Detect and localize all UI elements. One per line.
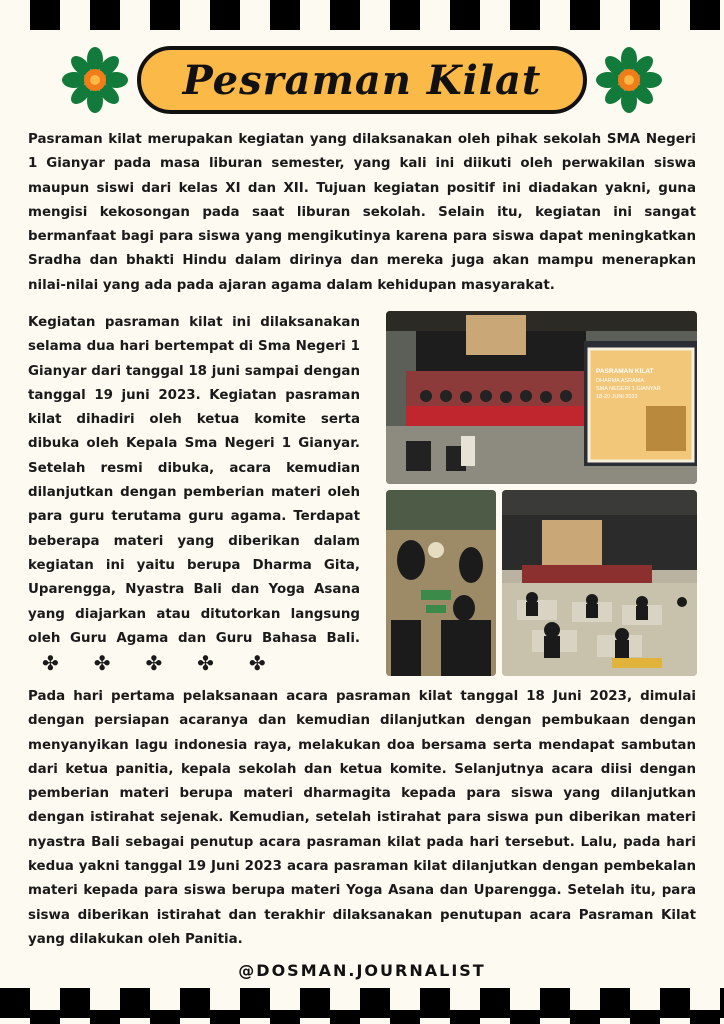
checker-cell xyxy=(720,1010,724,1024)
checker-cell xyxy=(0,1010,30,1024)
checker-cell xyxy=(480,1010,510,1024)
top-checker-border xyxy=(0,0,724,30)
checker-cell xyxy=(570,1010,600,1024)
checker-cell xyxy=(480,0,510,30)
checker-cell xyxy=(540,1010,570,1024)
page-title: Pesraman Kilat xyxy=(182,56,542,104)
banner-line3: SMA NEGERI 1 GIANYAR xyxy=(596,386,661,392)
checker-cell xyxy=(180,1010,210,1024)
checker-cell xyxy=(600,0,630,30)
checker-cell xyxy=(240,1010,270,1024)
checker-cell xyxy=(510,0,540,30)
checker-cell xyxy=(60,1010,90,1024)
checker-cell xyxy=(120,0,150,30)
checker-cell xyxy=(360,0,390,30)
bottom-checker-border-2 xyxy=(0,1010,724,1024)
closing-paragraph: Pada hari pertama pelaksanaan acara pasraman kilat tanggal 18 Juni 2023, dimulai dengan persiapan acaranya dan kemudian dilanjutkan dengan pembukaan dengan menyanyikan lagu indonesia raya, melakukan doa bersama serta mendapat sambutan dari ketua panitia, kepala sekolah dan ketua komite. Selanjutnya acara diisi dengan pemberian materi berupa materi dharmagita kepada para siswa yang dilanjutkan dengan istirahat sejenak. Kemudian, setelah istirahat para siswa pun diberikan materi nyastra Bali sebagai penutup acara pasraman kilat pada hari tersebut. Lalu, pada hari kedua yakni tanggal 19 Juni 2023 acara pasraman kilat dilanjutkan dengan pembekalan materi kepada para siswa berupa materi Yoga Asana dan Uparengga. Setelah itu, para siswa diberikan istirahat dan terakhir dilaksanakan penutupan acara Pasraman Kilat yang dilakukan oleh Panitia. xyxy=(28,689,696,947)
checker-cell xyxy=(150,1010,180,1024)
middle-paragraph xyxy=(28,311,360,677)
checker-cell xyxy=(180,0,210,30)
checker-cell xyxy=(120,1010,150,1024)
checker-cell xyxy=(420,1010,450,1024)
checker-cell xyxy=(210,1010,240,1024)
checker-cell xyxy=(210,0,240,30)
checker-cell xyxy=(90,0,120,30)
checker-cell xyxy=(660,1010,690,1024)
checker-cell xyxy=(30,0,60,30)
checker-cell xyxy=(360,1010,390,1024)
checker-cell xyxy=(390,0,420,30)
club-ornament-icon: ✤ ✤ ✤ ✤ ✤ xyxy=(42,651,280,676)
checker-cell xyxy=(690,0,720,30)
checker-cell xyxy=(420,0,450,30)
middle-text: Kegiatan pasraman kilat ini dilaksanakan selama dua hari bertempat di Sma Negeri 1 Gianyar dari tanggal 18 juni sampai dengan tanggal 19 juni 2023. Kegiatan pasraman kilat dihadiri oleh ketua komite serta dibuka oleh Kepala Sma Negeri 1 Gianyar. Setelah resmi dibuka, acara kemudian dilanjutkan dengan pemberian materi oleh para guru terutama guru agama. Terdapat beberapa materi yang diberikan dalam kegiatan ini yaitu berupa Dharma Gita, Uparengga, Nyastra Bali dan Yoga Asana yang diajarkan atau ditutorkan langsung oleh Guru Agama dan Guru Bahasa Bali. xyxy=(28,315,360,646)
checker-cell xyxy=(630,1010,660,1024)
checker-cell xyxy=(90,1010,120,1024)
checker-cell xyxy=(630,0,660,30)
banner-line4: 18-20 JUNI 2023 xyxy=(596,394,638,400)
checker-cell xyxy=(240,0,270,30)
banner-line1: PASRAMAN KILAT xyxy=(596,368,654,375)
checker-cell xyxy=(540,0,570,30)
checker-cell xyxy=(690,1010,720,1024)
checker-cell xyxy=(570,0,600,30)
checker-cell xyxy=(390,1010,420,1024)
intro-paragraph: Pasraman kilat merupakan kegiatan yang dilaksanakan oleh pihak sekolah SMA Negeri 1 Gianyar pada masa liburan semester, yang kali ini diikuti oleh perwakilan siswa maupun siswi dari kelas XI dan XII. Tujuan kegiatan positif ini diadakan yakni, guna mengisi kekosongan pada saat liburan sekolah. Selain itu, kegiatan ini sangat bermanfaat bagi para siswa yang mengikutinya karena para siswa dapat meningkatkan Sradha dan bhakti Hindu dalam dirinya dan mereka juga akan mampu menerapkan nilai-nilai yang ada pada ajaran agama dalam kehidupan masyarakat. xyxy=(28,132,696,293)
checker-cell xyxy=(660,0,690,30)
title-banner xyxy=(137,46,587,114)
checker-cell xyxy=(450,0,480,30)
photo-yoga-session xyxy=(502,490,697,676)
photo-stage-ceremony xyxy=(386,311,697,484)
checker-cell xyxy=(270,0,300,30)
checker-cell xyxy=(60,0,90,30)
checker-cell xyxy=(330,1010,360,1024)
flower-icon xyxy=(596,47,662,113)
footer-handle: @DOSMAN.JOURNALIST xyxy=(238,961,486,980)
checker-cell xyxy=(330,0,360,30)
checker-cell xyxy=(300,1010,330,1024)
flower-icon xyxy=(62,47,128,113)
checker-cell xyxy=(150,0,180,30)
checker-cell xyxy=(270,1010,300,1024)
checker-cell xyxy=(510,1010,540,1024)
checker-cell xyxy=(600,1010,630,1024)
checker-cell xyxy=(720,0,724,30)
checker-cell xyxy=(450,1010,480,1024)
banner-line2: DHARMA ASRAMA xyxy=(596,378,644,384)
checker-cell xyxy=(0,0,30,30)
photo-students-crafting xyxy=(386,490,496,676)
checker-cell xyxy=(30,1010,60,1024)
checker-cell xyxy=(300,0,330,30)
